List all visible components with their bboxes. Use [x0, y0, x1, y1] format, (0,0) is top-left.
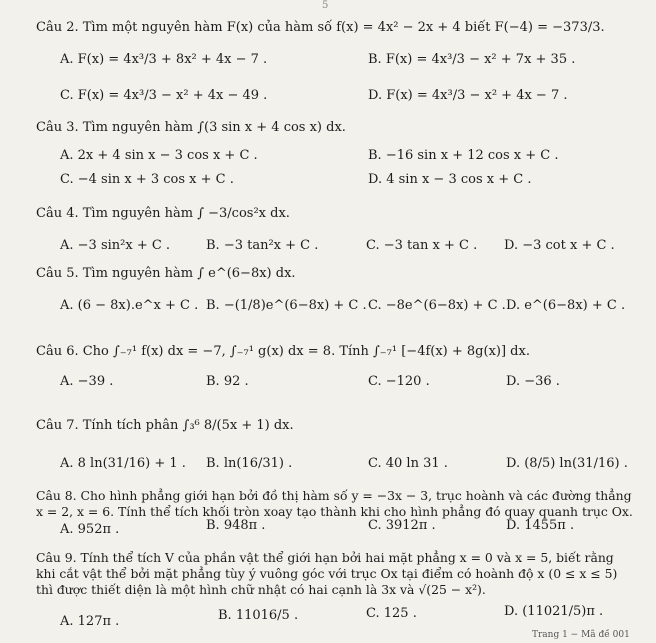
question-5-stem: Câu 5. Tìm nguyên hàm ∫ e^(6−8x) dx.: [36, 266, 296, 281]
question-6-stem: Câu 6. Cho ∫₋₇¹ f(x) dx = −7, ∫₋₇¹ g(x) dx = 8. Tính ∫₋₇¹ [−4f(x) + 8g(x)] dx.: [36, 344, 530, 359]
question-8-option-a[interactable]: A. 952π .: [60, 522, 120, 537]
question-9-option-c[interactable]: C. 125 .: [366, 606, 417, 621]
question-8-line-2: x = 2, x = 6. Tính thể tích khối tròn xoay tạo thành khi cho hình phẳng đó quay quanh trục Ox.: [36, 504, 633, 519]
page-footer: Trang 1 − Mã đề 001: [532, 630, 630, 640]
question-4-stem: Câu 4. Tìm nguyên hàm ∫ −3/cos²x dx.: [36, 206, 290, 221]
question-2-stem: Câu 2. Tìm một nguyên hàm F(x) của hàm số f(x) = 4x² − 2x + 4 biết F(−4) = −373/3.: [36, 20, 605, 35]
question-8-line-1: Câu 8. Cho hình phẳng giới hạn bởi đồ thị hàm số y = −3x − 3, trục hoành và các đường thẳng: [36, 488, 632, 503]
question-5-option-d[interactable]: D. e^(6−8x) + C .: [506, 298, 626, 313]
question-9-option-b[interactable]: B. 11016/5 .: [218, 608, 299, 623]
question-5-option-c[interactable]: C. −8e^(6−8x) + C .: [368, 298, 506, 313]
question-2-option-d[interactable]: D. F(x) = 4x³/3 − x² + 4x − 7 .: [368, 88, 568, 103]
question-3-option-c[interactable]: C. −4 sin x + 3 cos x + C .: [60, 172, 234, 187]
question-4-option-d[interactable]: D. −3 cot x + C .: [504, 238, 615, 253]
question-6-option-a[interactable]: A. −39 .: [60, 374, 114, 389]
question-4-option-a[interactable]: A. −3 sin²x + C .: [60, 238, 171, 253]
question-2-option-a[interactable]: A. F(x) = 4x³/3 + 8x² + 4x − 7 .: [60, 52, 268, 67]
question-6-option-c[interactable]: C. −120 .: [368, 374, 430, 389]
question-3-option-d[interactable]: D. 4 sin x − 3 cos x + C .: [368, 172, 532, 187]
question-2-option-c[interactable]: C. F(x) = 4x³/3 − x² + 4x − 49 .: [60, 88, 268, 103]
question-9-option-d[interactable]: D. (11021/5)π .: [504, 604, 604, 619]
question-3-option-a[interactable]: A. 2x + 4 sin x − 3 cos x + C .: [60, 148, 258, 163]
question-9-option-a[interactable]: A. 127π .: [60, 614, 120, 629]
question-5-option-b[interactable]: B. −(1/8)e^(6−8x) + C .: [206, 298, 367, 313]
question-9-line-2: khi cắt vật thể bởi mặt phẳng tùy ý vuông góc với trục Ox tại điểm có hoành độ x (0 ≤ x ≤ 5): [36, 566, 618, 581]
question-7-stem: Câu 7. Tính tích phân ∫₃⁶ 8/(5x + 1) dx.: [36, 418, 294, 433]
question-4-option-b[interactable]: B. −3 tan²x + C .: [206, 238, 319, 253]
question-6-option-b[interactable]: B. 92 .: [206, 374, 249, 389]
question-7-option-a[interactable]: A. 8 ln(31/16) + 1 .: [60, 456, 186, 471]
question-8-option-d[interactable]: D. 1455π .: [506, 518, 575, 533]
question-3-option-b[interactable]: B. −16 sin x + 12 cos x + C .: [368, 148, 559, 163]
question-3-stem: Câu 3. Tìm nguyên hàm ∫(3 sin x + 4 cos x) dx.: [36, 120, 346, 135]
question-4-option-c[interactable]: C. −3 tan x + C .: [366, 238, 478, 253]
question-5-option-a[interactable]: A. (6 − 8x).e^x + C .: [60, 298, 199, 313]
page-mark: 5: [322, 0, 329, 11]
question-7-option-c[interactable]: C. 40 ln 31 .: [368, 456, 448, 471]
question-2-option-b[interactable]: B. F(x) = 4x³/3 − x² + 7x + 35 .: [368, 52, 576, 67]
question-8-option-c[interactable]: C. 3912π .: [368, 518, 436, 533]
question-7-option-d[interactable]: D. (8/5) ln(31/16) .: [506, 456, 628, 471]
question-6-option-d[interactable]: D. −36 .: [506, 374, 560, 389]
question-9-line-1: Câu 9. Tính thể tích V của phần vật thể giới hạn bởi hai mặt phẳng x = 0 và x = 5, biết rằng: [36, 550, 614, 565]
question-8-option-b[interactable]: B. 948π .: [206, 518, 266, 533]
question-7-option-b[interactable]: B. ln(16/31) .: [206, 456, 293, 471]
question-9-line-3: thì được thiết diện là một hình chữ nhật có hai cạnh là 3x và √(25 − x²).: [36, 582, 486, 597]
